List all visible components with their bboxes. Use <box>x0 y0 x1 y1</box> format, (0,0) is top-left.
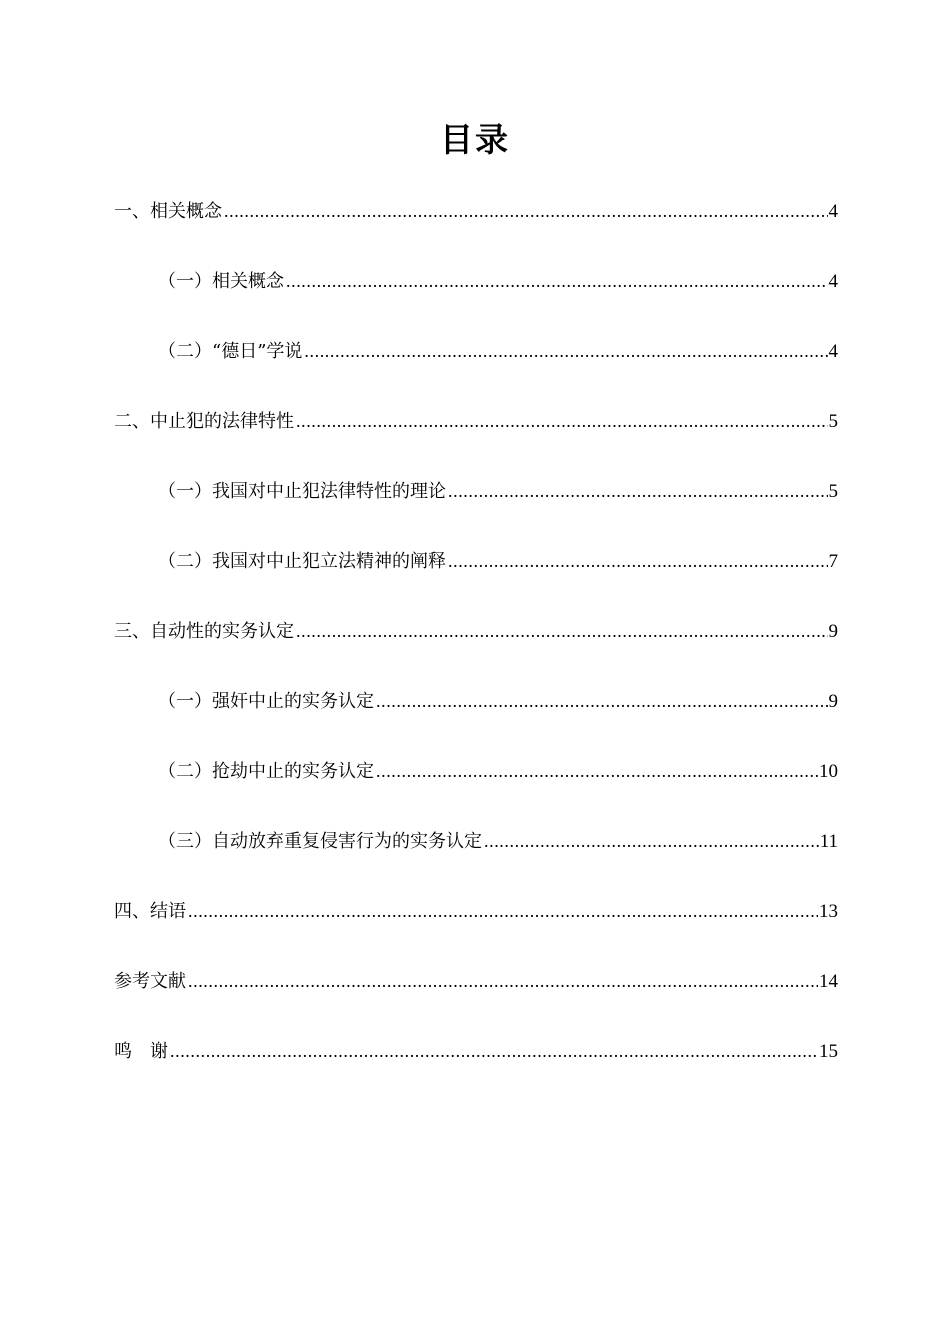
toc-entry-label: （一）强奸中止的实务认定 <box>158 691 374 712</box>
toc-dot-leader <box>376 755 818 787</box>
toc-entry[interactable] <box>114 405 838 475</box>
toc-dot-leader <box>170 1035 818 1067</box>
toc-entry[interactable] <box>114 615 838 685</box>
page-title: 目录 <box>440 120 510 159</box>
toc-entry[interactable] <box>114 825 838 895</box>
toc-entry[interactable] <box>114 265 838 335</box>
toc-dot-leader <box>286 265 828 297</box>
toc-dot-leader <box>448 545 828 577</box>
toc-page-number: 7 <box>828 551 838 572</box>
toc-entry-label: 一、相关概念 <box>114 201 222 222</box>
toc-entry[interactable] <box>114 755 838 825</box>
toc-entry[interactable] <box>114 685 838 755</box>
toc-entry-label: （二）“德日”学说 <box>158 341 303 362</box>
toc-entry-label: 四、结语 <box>114 901 186 922</box>
toc-entry-label: （一）相关概念 <box>158 271 284 292</box>
toc-page-number: 14 <box>819 971 838 992</box>
toc-entry[interactable] <box>114 895 838 965</box>
toc-entry[interactable] <box>114 475 838 545</box>
toc-page-number: 13 <box>819 901 838 922</box>
toc-dot-leader <box>448 475 828 507</box>
toc-dot-leader <box>296 405 828 437</box>
toc-dot-leader <box>296 615 828 647</box>
toc-entry[interactable] <box>114 195 838 265</box>
toc-entry-label: （一）我国对中止犯法律特性的理论 <box>158 481 446 502</box>
toc-entry-label: 鸣 谢 <box>114 1041 168 1062</box>
toc-entry-label: 参考文献 <box>114 971 186 992</box>
toc-dot-leader <box>188 965 818 997</box>
toc-dot-leader <box>188 895 818 927</box>
toc-entry[interactable] <box>114 335 838 405</box>
toc-entry[interactable] <box>114 965 838 1035</box>
toc-page-number: 4 <box>828 201 838 222</box>
toc-entry-label: （二）我国对中止犯立法精神的阐释 <box>158 551 446 572</box>
toc-dot-leader <box>376 685 828 717</box>
toc-page-number: 4 <box>828 341 838 362</box>
toc-page-number: 5 <box>828 481 838 502</box>
toc-entry[interactable] <box>114 1035 838 1105</box>
toc-entry-label: （三）自动放弃重复侵害行为的实务认定 <box>158 831 482 852</box>
toc-entry-label: 三、自动性的实务认定 <box>114 621 294 642</box>
toc-page-number: 4 <box>828 271 838 292</box>
toc-entry[interactable] <box>114 545 838 615</box>
toc-page-number: 11 <box>819 831 838 852</box>
toc-page-number: 9 <box>828 621 838 642</box>
toc-dot-leader <box>484 825 819 857</box>
toc-page-number: 9 <box>828 691 838 712</box>
toc-dot-leader <box>224 195 828 227</box>
toc-entry-label: （二）抢劫中止的实务认定 <box>158 761 374 782</box>
toc-entry-label: 二、中止犯的法律特性 <box>114 411 294 432</box>
toc-page-number: 5 <box>828 411 838 432</box>
toc-page-number: 15 <box>819 1041 838 1062</box>
table-of-contents <box>114 195 838 1105</box>
toc-dot-leader <box>304 335 827 367</box>
toc-page-number: 10 <box>819 761 838 782</box>
